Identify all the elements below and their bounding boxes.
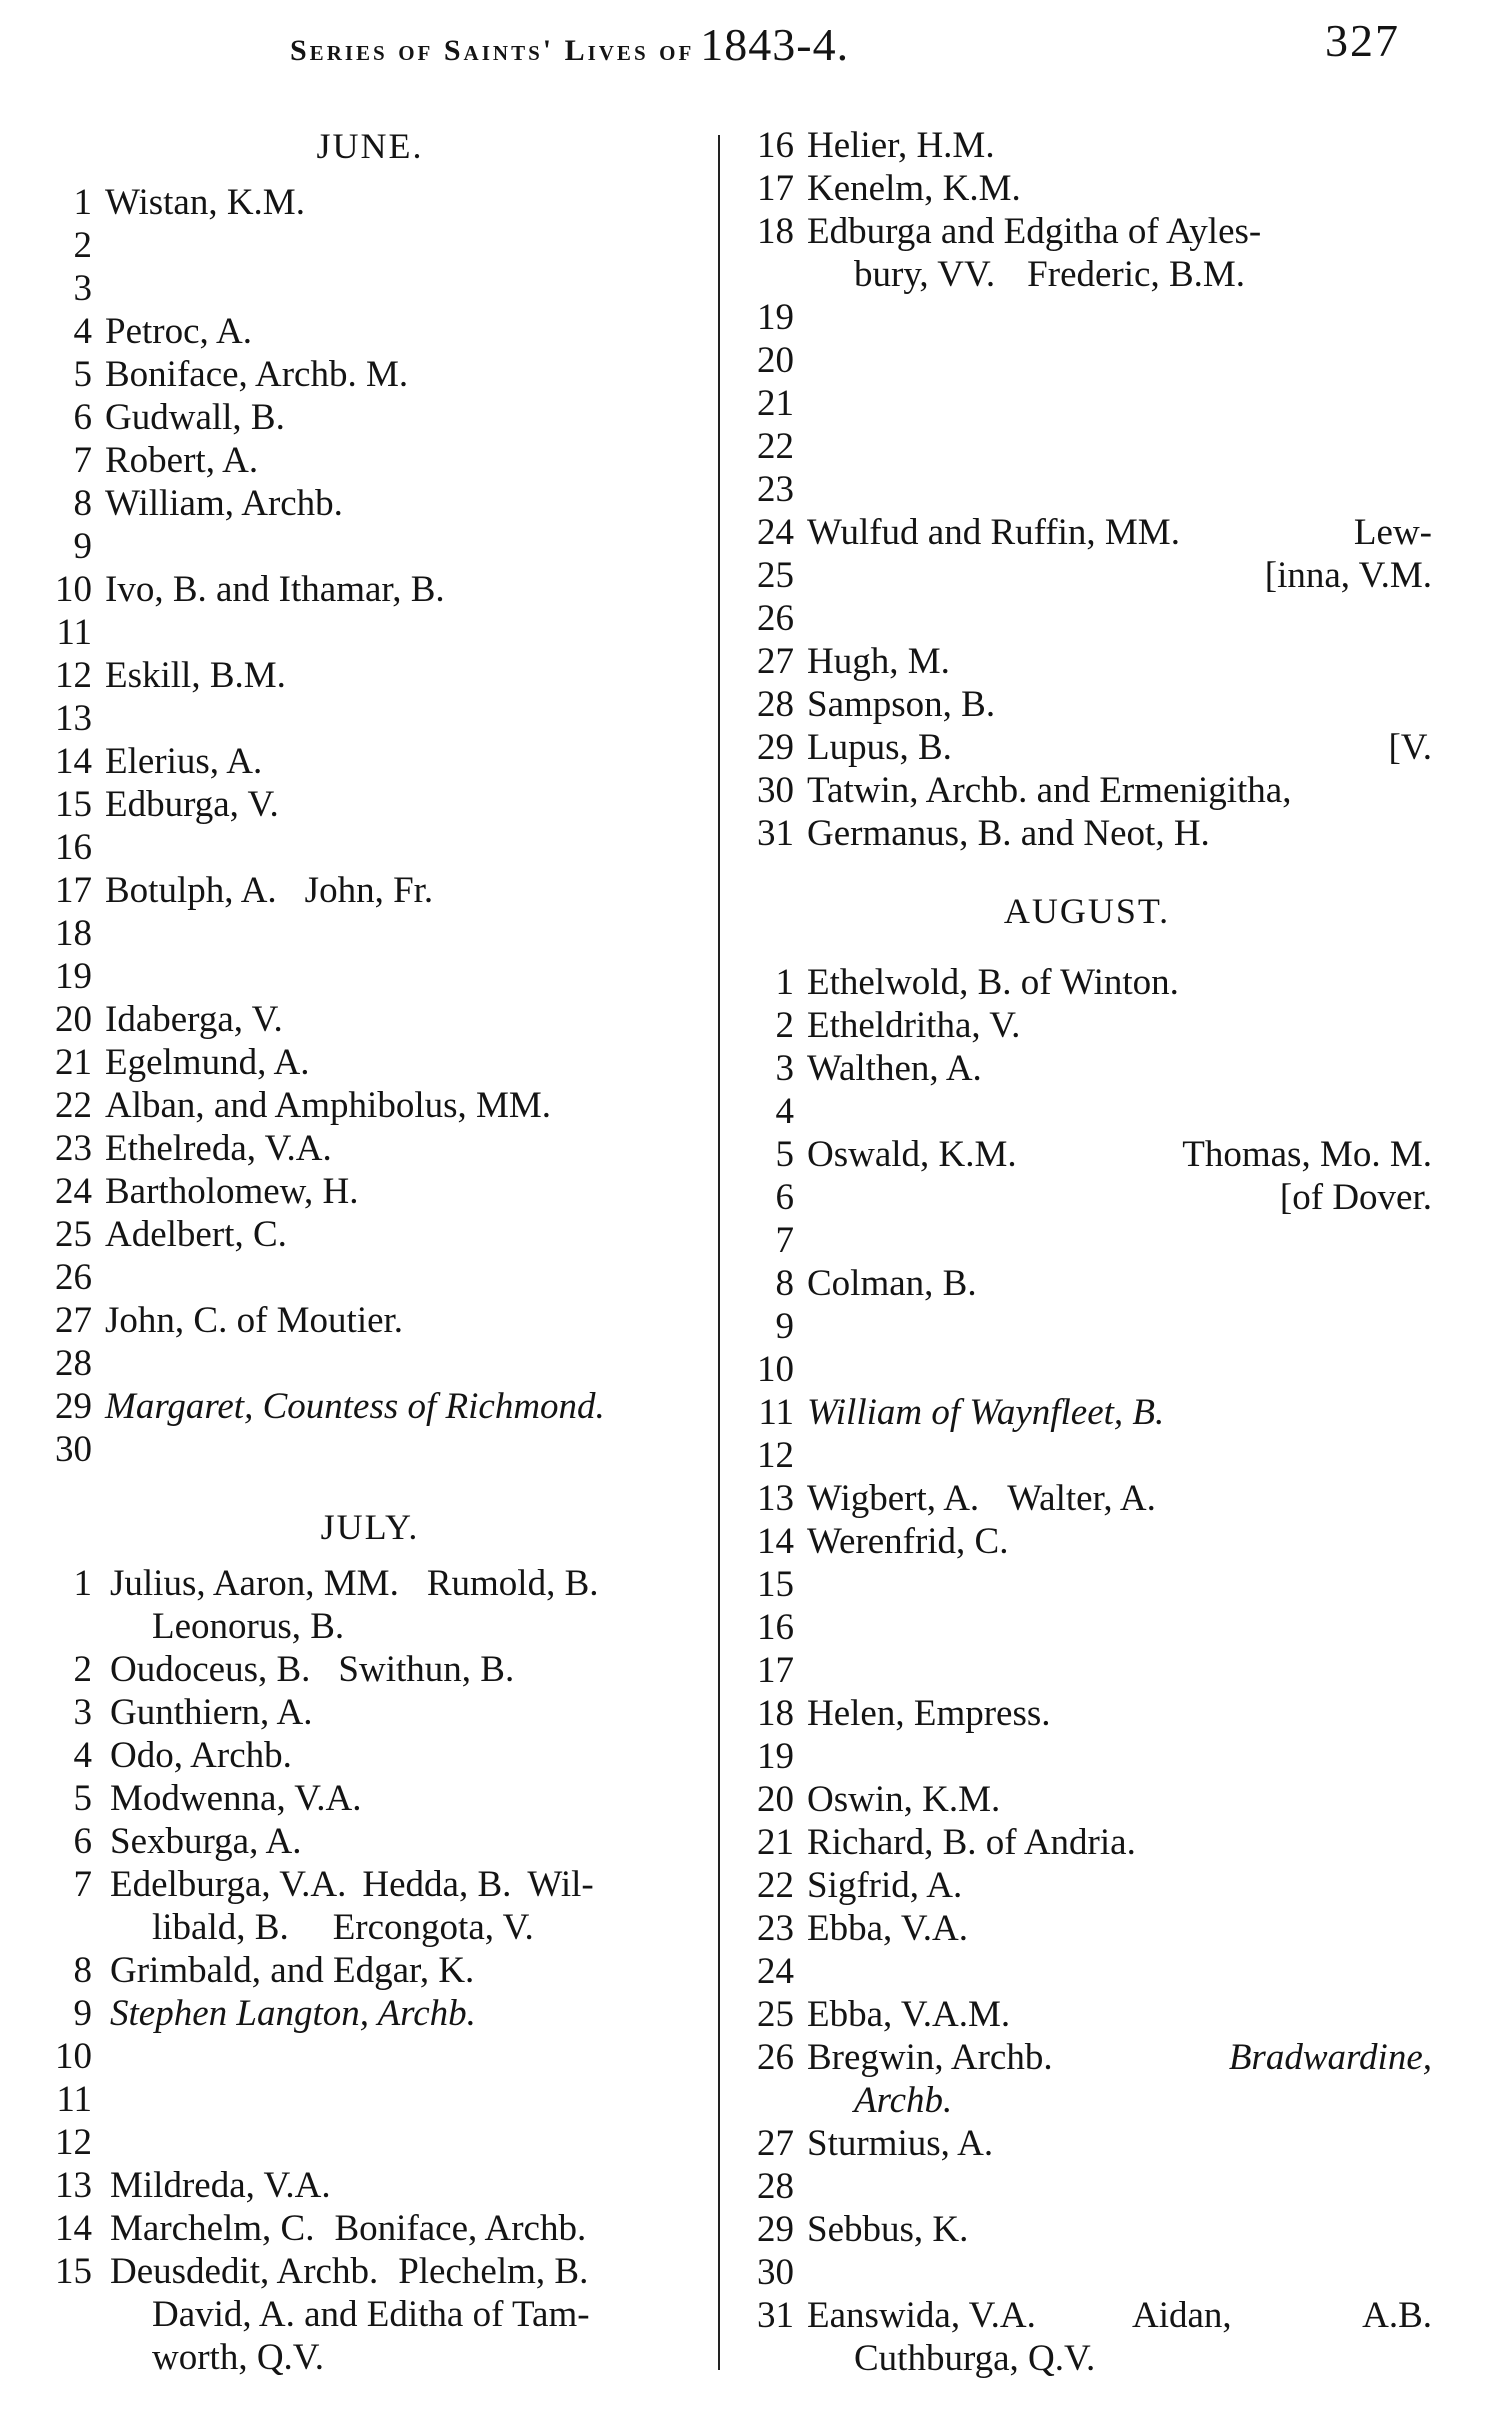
continuation-a: libald, B.	[152, 1907, 289, 1948]
day-number: 24	[757, 1951, 794, 1992]
day-number: 24	[55, 1171, 92, 1212]
day-number: 27	[757, 2123, 794, 2164]
day-number: 22	[757, 1865, 794, 1906]
saint-name: Modwenna, V.A.	[110, 1778, 362, 1819]
day-number: 9	[775, 1306, 794, 1347]
day-number: 14	[55, 741, 92, 782]
saint-name: Adelbert, C.	[105, 1214, 287, 1255]
day-number: 26	[757, 2037, 794, 2078]
continuation-a: bury, VV.	[854, 254, 996, 295]
saint-name: Petroc, A.	[105, 311, 252, 352]
day-number: 21	[757, 1822, 794, 1863]
saint-name: Edburga, V.	[105, 784, 279, 825]
day-number: 11	[56, 612, 92, 653]
saint-name: Ethelreda, V.A.	[105, 1128, 332, 1169]
saint-name: Eskill, B.M.	[105, 655, 286, 696]
saint-name-b: Bradwardine,	[1228, 2037, 1432, 2078]
day-number: 29	[757, 727, 794, 768]
day-number: 8	[73, 1950, 92, 1991]
day-number: 16	[55, 827, 92, 868]
continuation-line	[152, 1907, 534, 1949]
day-number: 16	[757, 1607, 794, 1648]
saint-name: Germanus, B. and Neot, H.	[807, 813, 1210, 854]
saint-name: Sigfrid, A.	[807, 1865, 963, 1906]
day-number: 10	[55, 569, 92, 610]
running-title-year: 1843-4.	[700, 19, 850, 70]
saint-name: Eanswida, V.A.	[807, 2295, 1036, 2336]
saint-name: Mildreda, V.A.	[110, 2165, 331, 2206]
saint-name-a: Julius, Aaron, MM.	[110, 1563, 399, 1604]
day-number: 11	[56, 2079, 92, 2120]
day-number: 2	[73, 1649, 92, 1690]
saint-name	[110, 2251, 588, 2293]
saint-name: Kenelm, K.M.	[807, 168, 1021, 209]
day-number: 28	[55, 1343, 92, 1384]
saint-name	[110, 1563, 599, 1605]
saint-name-b: Thomas, Mo. M.	[1182, 1134, 1432, 1175]
saint-name: Edburga and Edgitha of Ayles-	[807, 211, 1262, 252]
day-number: 30	[757, 2252, 794, 2293]
saint-name-c: Wil-	[527, 1864, 594, 1905]
day-number: 13	[55, 698, 92, 739]
saint-name: Colman, B.	[807, 1263, 977, 1304]
saint-name: Wulfud and Ruffin, MM.	[807, 512, 1180, 553]
day-number: 23	[757, 1908, 794, 1949]
day-number: 13	[757, 1478, 794, 1519]
saint-name-b: Rumold, B.	[426, 1563, 599, 1604]
saint-name	[807, 1478, 1156, 1520]
continuation-line: Cuthburga, Q.V.	[854, 2338, 1096, 2379]
day-number: 31	[757, 813, 794, 854]
continuation-b: Frederic, B.M.	[1027, 254, 1246, 295]
day-number: 15	[55, 784, 92, 825]
saint-name-a: Botulph, A.	[105, 870, 277, 911]
saint-name: Idaberga, V.	[105, 999, 283, 1040]
day-number: 22	[757, 426, 794, 467]
saint-name-b: Hedda, B.	[362, 1864, 512, 1905]
day-number: 6	[73, 397, 92, 438]
running-header	[0, 8, 1485, 68]
saint-name: Boniface, Archb. M.	[105, 354, 409, 395]
day-number: 17	[55, 870, 92, 911]
saint-name: Ethelwold, B. of Winton.	[807, 962, 1179, 1003]
saint-name-b: Aidan,	[1132, 2295, 1232, 2336]
day-number: 18	[757, 211, 794, 252]
saint-name: Ebba, V.A.	[807, 1908, 969, 1949]
saint-name-b: [of Dover.	[1279, 1177, 1432, 1218]
saint-name-a: Wigbert, A.	[807, 1478, 980, 1519]
running-title-text: Series of Saints' Lives of	[290, 34, 695, 67]
day-number: 23	[55, 1128, 92, 1169]
day-number: 11	[758, 1392, 794, 1433]
saint-name-b: Boniface, Archb.	[334, 2208, 587, 2249]
day-number: 27	[757, 641, 794, 682]
saint-name: Walthen, A.	[807, 1048, 982, 1089]
day-number: 6	[73, 1821, 92, 1862]
day-number: 4	[775, 1091, 794, 1132]
day-number: 18	[55, 913, 92, 954]
day-number: 3	[73, 268, 92, 309]
day-number: 5	[775, 1134, 794, 1175]
day-number: 1	[73, 182, 92, 223]
day-number: 30	[757, 770, 794, 811]
continuation-line: David, A. and Editha of Tam-	[152, 2294, 590, 2335]
day-number: 25	[55, 1214, 92, 1255]
month-heading-august: AUGUST.	[1003, 891, 1171, 931]
saint-name-b: [inna, V.M.	[1264, 555, 1432, 596]
saint-name: Sexburga, A.	[110, 1821, 302, 1862]
day-number: 15	[55, 2251, 92, 2292]
saint-name	[105, 870, 433, 912]
day-number: 20	[55, 999, 92, 1040]
day-number: 25	[757, 1994, 794, 2035]
day-number: 30	[55, 1429, 92, 1470]
saint-name: Robert, A.	[105, 440, 259, 481]
saint-name-a: Edelburga, V.A.	[110, 1864, 347, 1905]
saint-name: Oswald, K.M.	[807, 1134, 1017, 1175]
column-divider	[718, 135, 720, 2370]
day-number: 26	[55, 1257, 92, 1298]
saint-name-a: Marchelm, C.	[110, 2208, 315, 2249]
saint-name	[110, 2208, 586, 2250]
saint-name: Ebba, V.A.M.	[807, 1994, 1011, 2035]
saint-name: Gudwall, B.	[105, 397, 285, 438]
saint-name: Etheldritha, V.	[807, 1005, 1021, 1046]
day-number: 27	[55, 1300, 92, 1341]
saint-name	[110, 1864, 594, 1906]
day-number: 2	[73, 225, 92, 266]
day-number: 5	[73, 1778, 92, 1819]
day-number: 29	[55, 1386, 92, 1427]
day-number: 7	[73, 440, 92, 481]
saint-name: Egelmund, A.	[105, 1042, 310, 1083]
day-number: 21	[757, 383, 794, 424]
saint-name: Margaret, Countess of Richmond.	[105, 1386, 605, 1427]
day-number: 4	[73, 1735, 92, 1776]
day-number: 14	[757, 1521, 794, 1562]
saint-name-b: John, Fr.	[304, 870, 434, 911]
day-number: 5	[73, 354, 92, 395]
day-number: 12	[757, 1435, 794, 1476]
saint-name: Alban, and Amphibolus, MM.	[105, 1085, 552, 1126]
saint-name: William of Waynfleet, B.	[807, 1392, 1165, 1433]
day-number: 4	[73, 311, 92, 352]
day-number: 31	[757, 2295, 794, 2336]
day-number: 9	[73, 1993, 92, 2034]
saint-name: Odo, Archb.	[110, 1735, 292, 1776]
day-number: 8	[73, 483, 92, 524]
day-number: 3	[73, 1692, 92, 1733]
day-number: 16	[757, 125, 794, 166]
saint-name: Elerius, A.	[105, 741, 263, 782]
day-number: 1	[775, 962, 794, 1003]
saint-name: William, Archb.	[105, 483, 343, 524]
saint-name: Ivo, B. and Ithamar, B.	[105, 569, 445, 610]
continuation-line	[854, 254, 1245, 296]
day-number: 23	[757, 469, 794, 510]
day-number: 28	[757, 2166, 794, 2207]
saint-name-a: Oudoceus, B.	[110, 1649, 311, 1690]
saint-name: Sturmius, A.	[807, 2123, 994, 2164]
saint-name: Helier, H.M.	[807, 125, 995, 166]
saint-name-a: Deusdedit, Archb.	[110, 2251, 379, 2292]
saint-name: Gunthiern, A.	[110, 1692, 313, 1733]
day-number: 22	[55, 1085, 92, 1126]
day-number: 17	[757, 168, 794, 209]
running-title	[290, 18, 849, 71]
day-number: 14	[55, 2208, 92, 2249]
day-number: 29	[757, 2209, 794, 2250]
day-number: 20	[757, 1779, 794, 1820]
saint-name-b: Swithun, B.	[338, 1649, 515, 1690]
continuation-b: Ercongota, V.	[332, 1907, 534, 1948]
saint-name: Wistan, K.M.	[105, 182, 305, 223]
saint-name-b: Walter, A.	[1007, 1478, 1156, 1519]
saint-name: Helen, Empress.	[807, 1693, 1051, 1734]
saint-name: Grimbald, and Edgar, K.	[110, 1950, 475, 1991]
continuation-line: Archb.	[854, 2080, 953, 2121]
saint-name: Oswin, K.M.	[807, 1779, 1001, 1820]
day-number: 21	[55, 1042, 92, 1083]
day-number: 24	[757, 512, 794, 553]
day-number: 2	[775, 1005, 794, 1046]
saint-name-b: Plechelm, B.	[398, 2251, 589, 2292]
day-number: 13	[55, 2165, 92, 2206]
saint-name: John, C. of Moutier.	[105, 1300, 404, 1341]
day-number: 8	[775, 1263, 794, 1304]
saint-name: Stephen Langton, Archb.	[110, 1993, 476, 2034]
continuation-line: Leonorus, B.	[152, 1606, 345, 1647]
day-number: 19	[757, 297, 794, 338]
saint-name: Sampson, B.	[807, 684, 996, 725]
day-number: 3	[775, 1048, 794, 1089]
day-number: 20	[757, 340, 794, 381]
day-number: 25	[757, 555, 794, 596]
day-number: 12	[55, 655, 92, 696]
saint-name: Bartholomew, H.	[105, 1171, 359, 1212]
day-number: 26	[757, 598, 794, 639]
saint-name: Lupus, B.	[807, 727, 952, 768]
day-number: 15	[757, 1564, 794, 1605]
day-number: 9	[73, 526, 92, 567]
day-number: 6	[775, 1177, 794, 1218]
day-number: 7	[73, 1864, 92, 1905]
day-number: 19	[55, 956, 92, 997]
day-number: 7	[775, 1220, 794, 1261]
day-number: 18	[757, 1693, 794, 1734]
saint-name: Tatwin, Archb. and Ermenigitha,	[807, 770, 1292, 811]
page-number: 327	[1325, 15, 1400, 66]
month-heading-july: JULY.	[320, 1507, 420, 1547]
day-number: 10	[757, 1349, 794, 1390]
saint-name: Hugh, M.	[807, 641, 950, 682]
saint-name-b: Lew-	[1353, 512, 1432, 553]
day-number: 10	[55, 2036, 92, 2077]
saint-name: Sebbus, K.	[807, 2209, 969, 2250]
saint-name: Werenfrid, C.	[807, 1521, 1009, 1562]
month-heading-june: JUNE.	[316, 126, 424, 166]
day-number: 19	[757, 1736, 794, 1777]
day-number: 28	[757, 684, 794, 725]
saint-name: Richard, B. of Andria.	[807, 1822, 1136, 1863]
continuation-line: worth, Q.V.	[152, 2337, 324, 2378]
day-number: 12	[55, 2122, 92, 2163]
saint-name-b: [V.	[1388, 727, 1432, 768]
saint-name	[110, 1649, 514, 1691]
day-number: 17	[757, 1650, 794, 1691]
day-number: 1	[73, 1563, 92, 1604]
saint-name: Bregwin, Archb.	[807, 2037, 1053, 2078]
saint-name-c: A.B.	[1362, 2295, 1432, 2336]
